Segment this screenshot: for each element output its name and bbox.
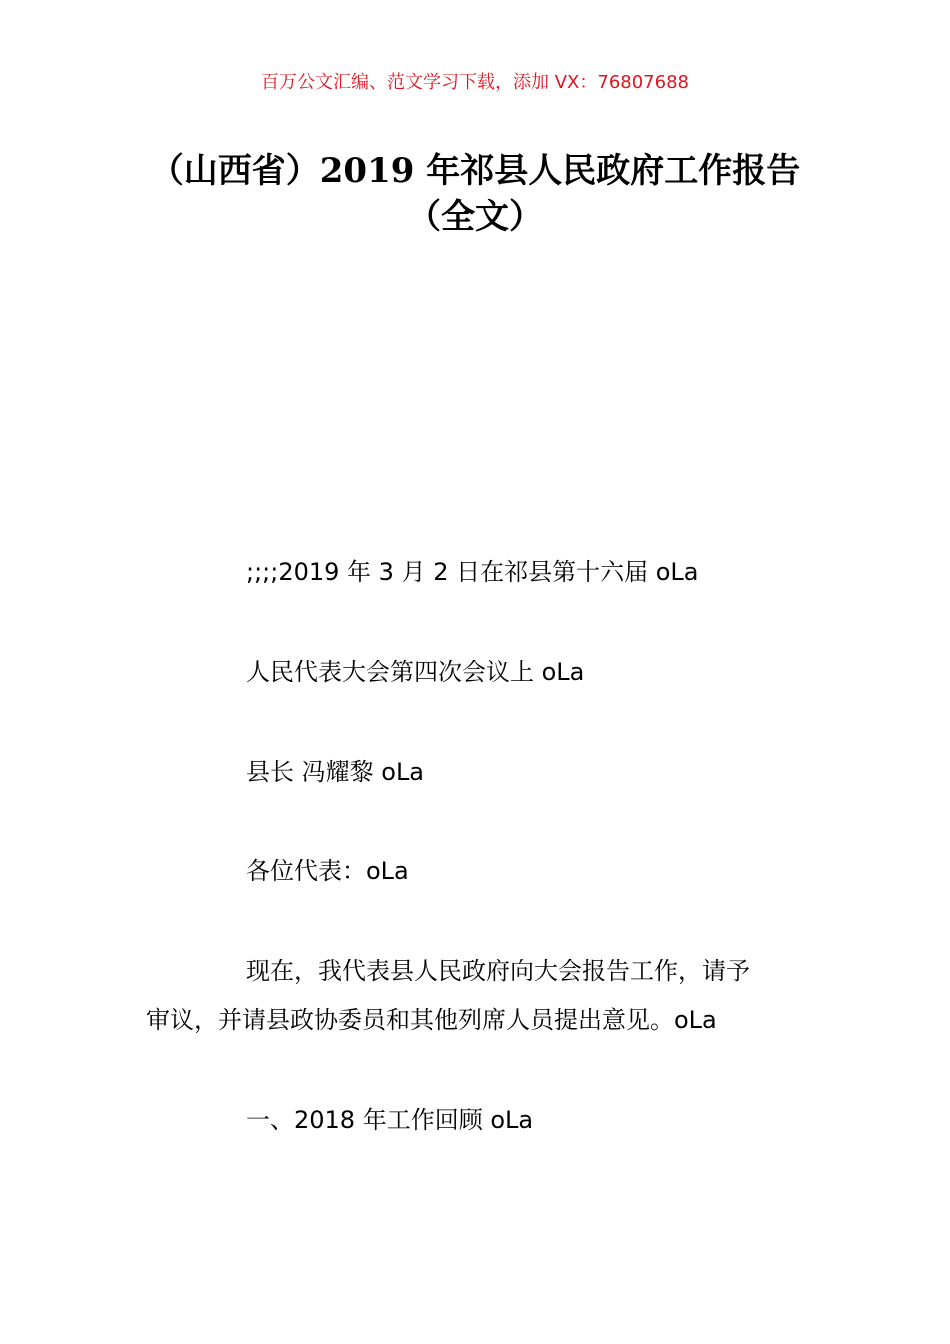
header-note: 百万公文汇编、范文学习下载，添加 VX：76807688 [261,72,689,93]
section-heading: 一、2018 年工作回顾 oLa [246,1106,534,1134]
body-line-2: 审议，并请县政协委员和其他列席人员提出意见。oLa [146,1006,717,1034]
paragraph-speaker: 县长 冯耀黎 oLa [246,758,425,786]
paragraph-meeting: 人民代表大会第四次会议上 oLa [246,658,585,686]
paragraph-date: ;;;;2019 年 3 月 2 日在祁县第十六届 oLa [246,558,699,586]
title-line-2: （全文） [407,197,543,237]
body-line-1: 现在，我代表县人民政府向大会报告工作，请予 [246,957,750,985]
document-title [120,148,830,240]
paragraph-salutation: 各位代表：oLa [246,857,409,885]
paragraph-body [146,947,806,1045]
title-line-1: （山西省）2019 年祁县人民政府工作报告 [149,151,801,191]
